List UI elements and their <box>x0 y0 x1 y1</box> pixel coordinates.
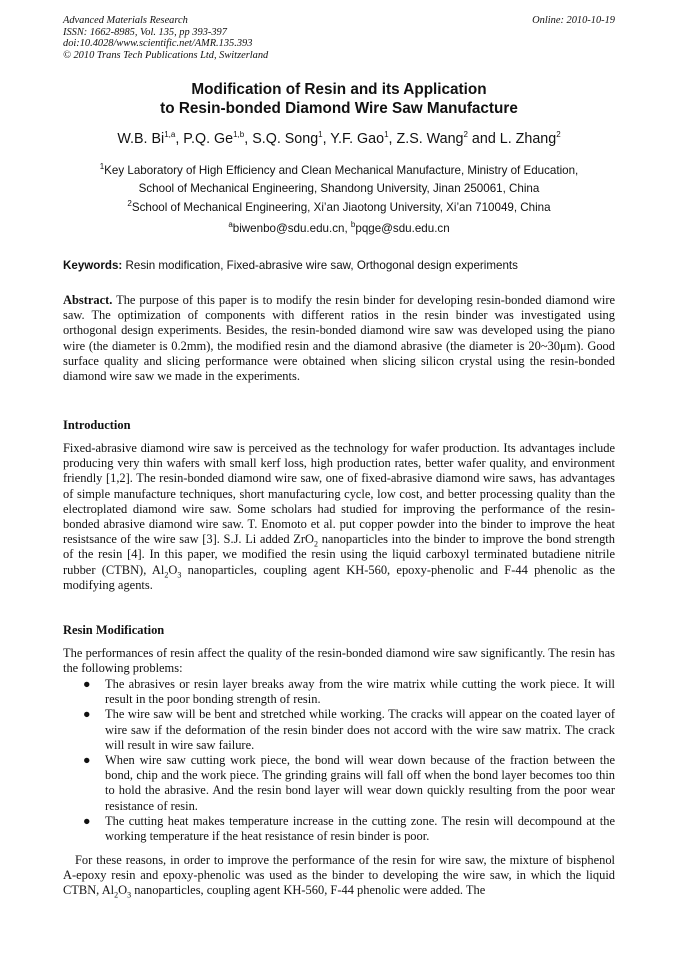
bullet-icon: ● <box>83 813 91 828</box>
journal-name: Advanced Materials Research <box>63 15 188 26</box>
introduction-paragraph: Fixed-abrasive diamond wire saw is perceived as the technology for wafer production. Its advantages include producing very thin wafers with small kerf loss, high production rates, better wafer quality, and environment friendly [1,2]. The resin-bonded diamond wire saw, one of fixed-abrasive diamond wire saws, has advantages of simple manufacture techniques, short manufacturing cycle, low cost, and better processing quality than the electroplated diamond wire saw. Some scholars had studied for improving the performance of the resin-bonded abrasive diamond wire saw. T. Enomoto et al. put copper powder into the binder to improve the heat resistsance of the wire saw [3]. S.J. Li added ZrO$_2$ nanoparticles into the binder to improve the bond strength of the resin [4]. In this paper, we modified the resin using the liquid carboxyl terminated butadiene nitrile rubber (CTBN), $Al_2O_3$ nanoparticles, coupling agent KH-560, epoxy-phenolic and F-44 phenolic as the modifying agents. <box>63 441 615 592</box>
list-item: ● The abrasives or resin layer breaks away from the wire matrix while cutting the work piece. It will result in the poor bonding strength of resin. <box>83 677 615 707</box>
resin-modification-closing: For these reasons, in order to improve the performance of the resin for wire saw, the mixture of bisphenol A-epoxy resin and epoxy-phenolic was used as the binder to developing the wire saw, in which the liquid CTBN, $Al_2O_3$ nanoparticles, coupling agent KH-560, F-44 phenolic were added. The <box>63 853 615 900</box>
abstract <box>63 293 615 384</box>
online-date: Online: 2010-10-19 <box>532 15 615 26</box>
author: W.B. Bi$^{1,a}$, <box>117 130 184 147</box>
author: Y.F. Gao$^1$, <box>330 130 397 147</box>
author: S.Q. Song$^1$, <box>252 130 331 147</box>
author: P.Q. Ge$^{1,b}$, <box>183 130 253 147</box>
introduction-heading: Introduction <box>63 418 131 432</box>
author-emails: $^a$biwenbo@sdu.edu.cn, $^b$pqge@sdu.edu.cn <box>228 220 450 235</box>
bullet-icon: ● <box>83 707 91 722</box>
list-item: ● The wire saw will be bent and stretched while working. The cracks will appear on the coated layer of wire saw if the deformation of the resin binder does not accord with the wire saw matrix. The crack will result in wire saw failure. <box>83 707 615 752</box>
bullet-icon: ● <box>83 677 91 691</box>
paper-title <box>63 80 615 118</box>
title-line-1: Modification of Resin and its Application <box>191 81 487 98</box>
list-item: ● The cutting heat makes temperature increase in the cutting zone. The resin will decompound at the working temperature if the heat resistance of resin binder is poor. <box>83 813 615 844</box>
resin-modification-intro: The performances of resin affect the quality of the resin-bonded diamond wire saw significantly. The resin has the following problems: <box>63 646 615 676</box>
journal-header <box>63 15 615 61</box>
email-link[interactable]: pqge@sdu.edu.cn <box>355 222 450 235</box>
keywords <box>63 258 623 273</box>
abstract-text: The purpose of this paper is to modify the resin binder for developing resin-bonded diamond wire saw. The optimization of components with different ratios in the resin binder was investigated using orthogonal design experiments. Besides, the resin-bonded diamond wire saw was developed using the piano wire (the diameter is 0.2mm), the modified resin and the diamond abrasive (the diameter is 20~30μm). Good surface quality and slicing performance were obtained when slicing silicon crystal using the resin-bonded diamond wire saw we made in the experiments. <box>63 293 615 384</box>
keywords-label: Keywords: <box>63 259 123 272</box>
author: Z.S. Wang$^2$ and <box>396 130 500 147</box>
author-list <box>63 130 615 148</box>
abstract-label: Abstract. <box>63 293 113 307</box>
keywords-text: Resin modification, Fixed-abrasive wire saw, Orthogonal design experiments <box>122 259 518 272</box>
title-line-2: to Resin-bonded Diamond Wire Saw Manufacture <box>160 100 518 117</box>
problem-list <box>63 677 615 844</box>
author: L. Zhang$^2$ <box>499 130 561 147</box>
bullet-icon: ● <box>83 753 91 768</box>
issn-line: ISSN: 1662-8985, Vol. 135, pp 393-397 <box>63 26 227 38</box>
affiliation-2: $^2$School of Mechanical Engineering, Xi’an Jiaotong University, Xi’an 710049, China <box>127 199 551 214</box>
list-item: ● When wire saw cutting work piece, the bond will wear down because of the fraction between the bond, chip and the work piece. The grinding grains will fall off when the bond layer becomes too thin to hold the abrasive. And the resin bond layer will wear down quickly resulting from the poor wear resistance of resin. <box>83 753 615 813</box>
doi-line: doi:10.4028/www.scientific.net/AMR.135.393 <box>63 38 253 50</box>
copyright-line: © 2010 Trans Tech Publications Ltd, Switzerland <box>63 49 269 61</box>
resin-modification-heading: Resin Modification <box>63 623 165 637</box>
email-link[interactable]: biwenbo@sdu.edu.cn <box>232 222 345 235</box>
affiliation-1: $^1$Key Laboratory of High Efficiency and Clean Mechanical Manufacture, Ministry of Education, School of Mechanical Engineering, Shandong University, Jinan 250061, China <box>99 162 579 195</box>
